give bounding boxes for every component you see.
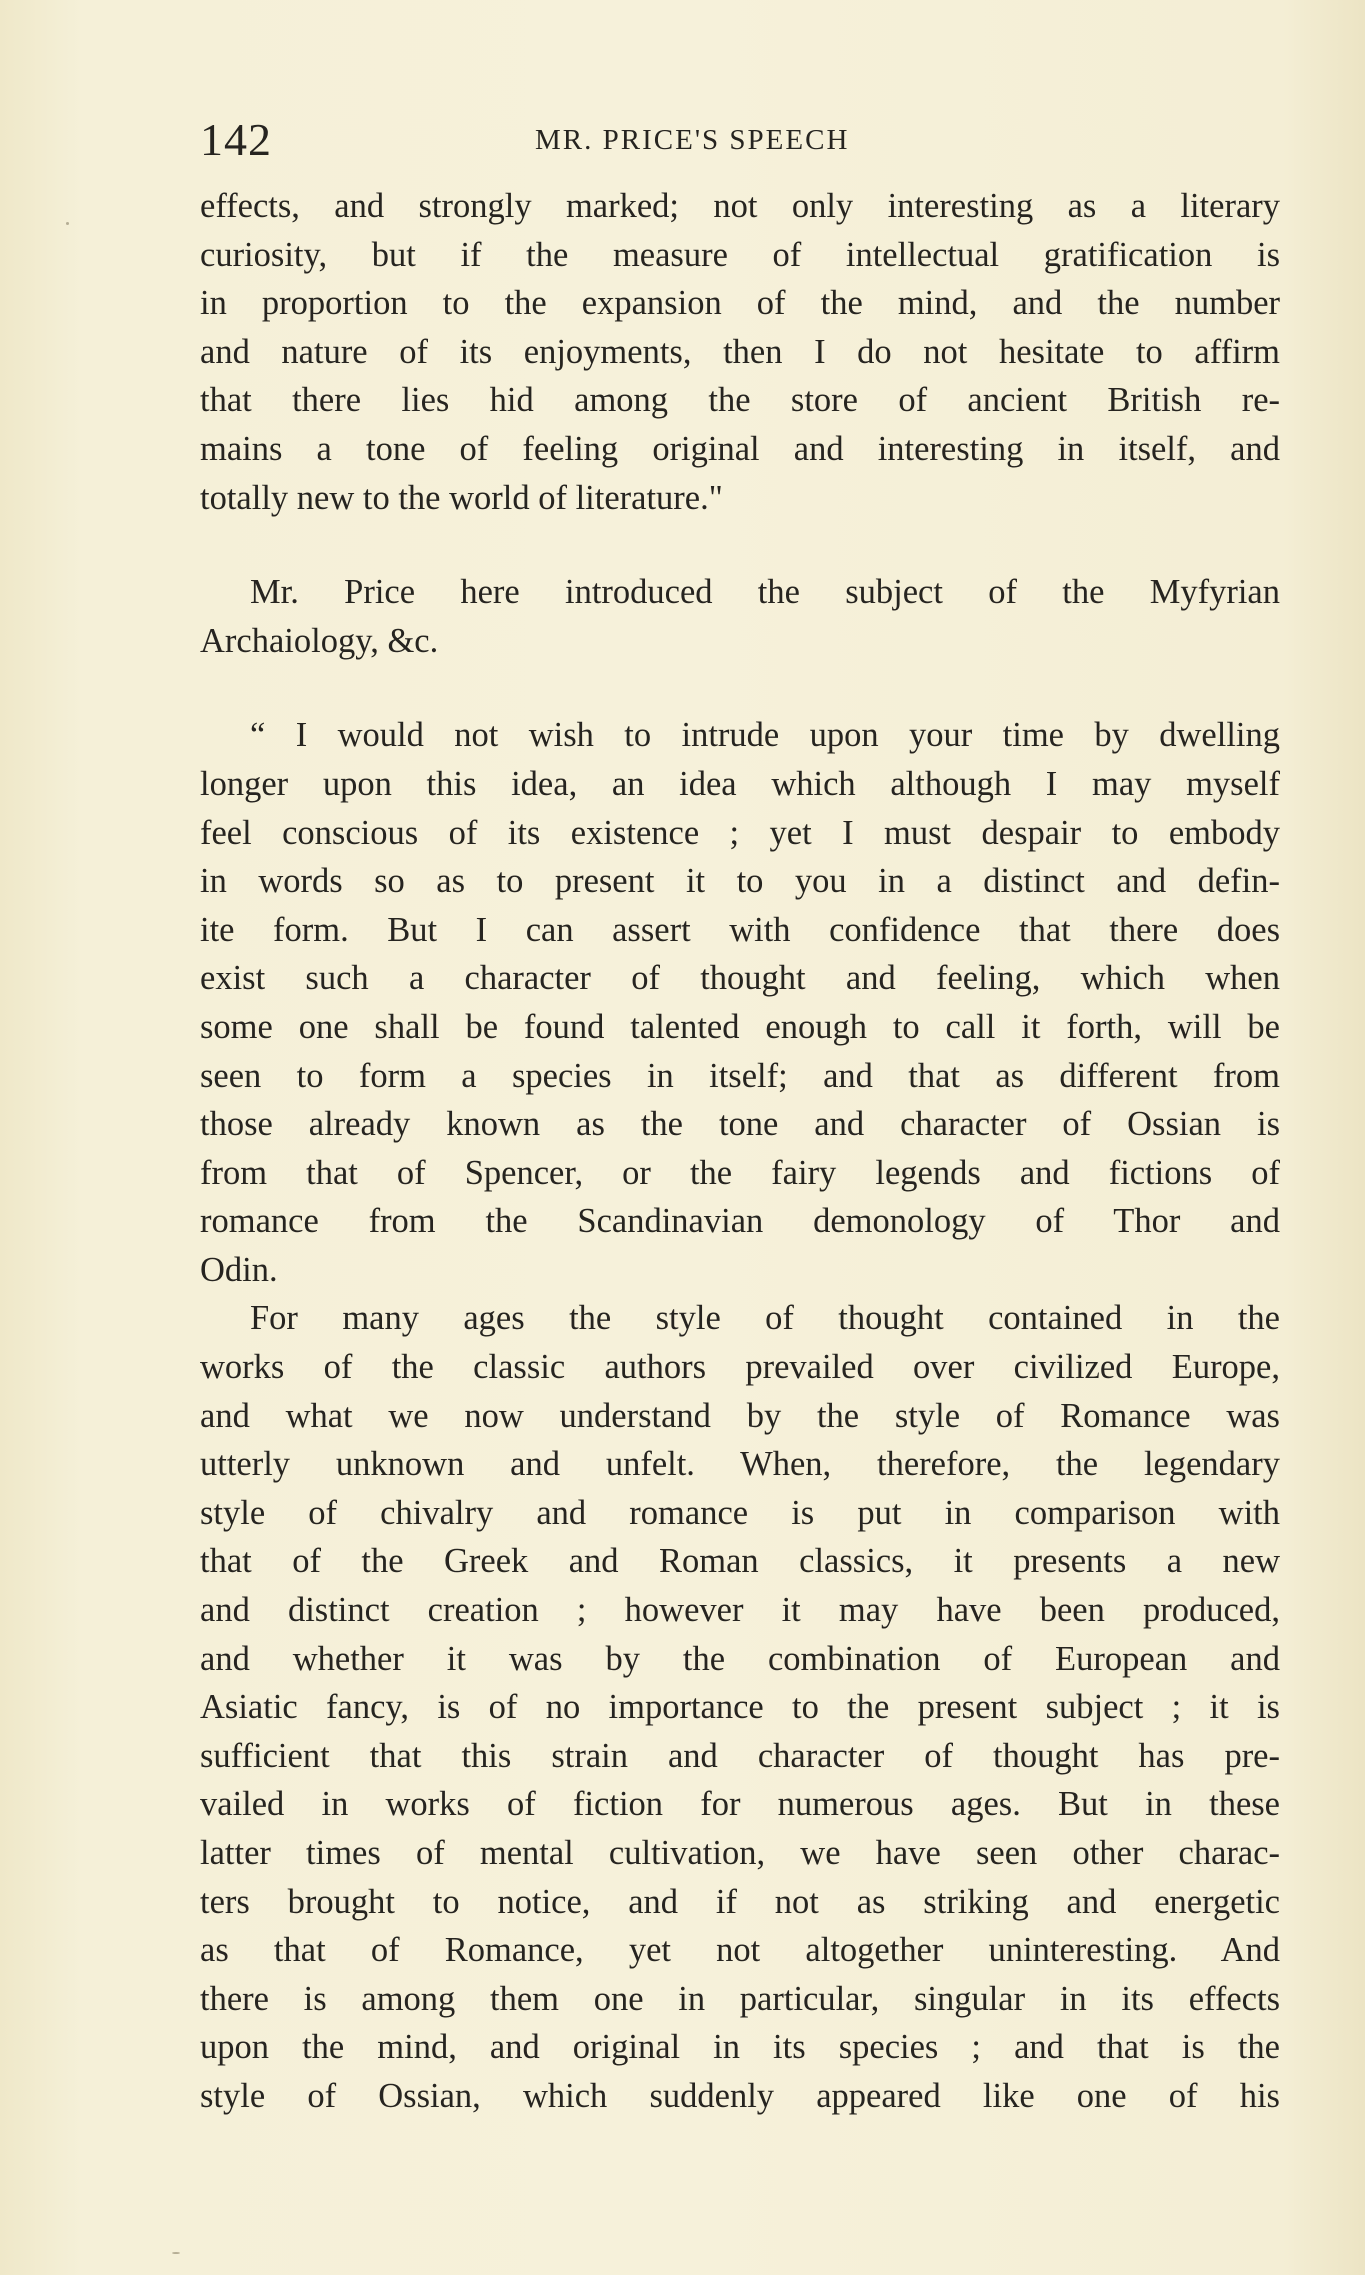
text-line: and whether it was by the combination of European and xyxy=(200,1639,1280,1678)
text-line: style of Ossian, which suddenly appeared like one of his xyxy=(200,2076,1280,2115)
text-line: curiosity, but if the measure of intellectual gratification is xyxy=(200,235,1280,274)
text-line: mains a tone of feeling original and interesting in itself, and xyxy=(200,429,1280,468)
running-head: MR. PRICE'S SPEECH xyxy=(535,124,850,156)
text-line: totally new to the world of literature." xyxy=(200,478,723,517)
paper-speck xyxy=(172,2252,180,2254)
text-line: romance from the Scandinavian demonology of Thor and xyxy=(200,1202,1280,1241)
paragraph xyxy=(200,1294,1280,2120)
text-line: For many ages the style of thought contained in the xyxy=(250,1299,1280,1338)
text-line: as that of Romance, yet not altogether uninteresting. And xyxy=(200,1931,1280,1970)
page-number: 142 xyxy=(200,114,272,165)
text-line: style of chivalry and romance is put in comparison with xyxy=(200,1493,1280,1532)
text-line: those already known as the tone and character of Ossian is xyxy=(200,1105,1280,1144)
text-line: exist such a character of thought and feeling, which when xyxy=(200,959,1280,998)
text-line: Archaiology, &c. xyxy=(200,621,439,660)
paragraph xyxy=(200,182,1280,522)
text-line: latter times of mental cultivation, we have seen other charac- xyxy=(200,1834,1280,1872)
text-line: that of the Greek and Roman classics, it presents a new xyxy=(200,1542,1280,1581)
text-line: some one shall be found talented enough to call it forth, will be xyxy=(200,1007,1280,1046)
paragraph-spacer xyxy=(200,522,1280,568)
body-text xyxy=(200,182,1280,2121)
text-line: sufficient that this strain and character of thought has pre- xyxy=(200,1736,1280,1775)
paragraph-spacer xyxy=(200,665,1280,711)
text-line: effects, and strongly marked; not only interesting as a literary xyxy=(200,187,1280,225)
text-line: ters brought to notice, and if not as striking and energetic xyxy=(200,1882,1280,1921)
text-line: and what we now understand by the style of Romance was xyxy=(200,1396,1280,1435)
text-line: utterly unknown and unfelt. When, therefore, the legendary xyxy=(200,1445,1280,1484)
text-line: ite form. But I can assert with confidence that there does xyxy=(200,910,1280,949)
paragraph xyxy=(200,711,1280,1294)
text-line: seen to form a species in itself; and that as different from xyxy=(200,1056,1280,1095)
text-line: Odin. xyxy=(200,1250,278,1289)
text-line: Mr. Price here introduced the subject of the Myfyrian xyxy=(250,573,1280,612)
text-line: vailed in works of fiction for numerous ages. But in these xyxy=(200,1785,1280,1824)
text-line: and nature of its enjoyments, then I do not hesitate to affirm xyxy=(200,332,1280,371)
page-header xyxy=(200,112,1185,168)
text-line: that there lies hid among the store of ancient British re- xyxy=(200,381,1280,420)
text-line: in words so as to present it to you in a distinct and defin- xyxy=(200,862,1280,901)
text-line: in proportion to the expansion of the mind, and the number xyxy=(200,284,1280,323)
text-line: “ I would not wish to intrude upon your time by dwelling xyxy=(250,716,1280,755)
text-line: feel conscious of its existence ; yet I must despair to embody xyxy=(200,813,1280,852)
paper-speck xyxy=(66,222,69,225)
text-line: longer upon this idea, an idea which although I may myself xyxy=(200,764,1280,803)
text-line: upon the mind, and original in its species ; and that is the xyxy=(200,2028,1280,2067)
paragraph xyxy=(200,568,1280,665)
text-line: works of the classic authors prevailed over civilized Europe, xyxy=(200,1348,1280,1387)
text-line: and distinct creation ; however it may have been produced, xyxy=(200,1591,1280,1630)
text-line: from that of Spencer, or the fairy legends and fictions of xyxy=(200,1153,1280,1192)
text-line: there is among them one in particular, singular in its effects xyxy=(200,1979,1280,2018)
text-line: Asiatic fancy, is of no importance to the present subject ; it is xyxy=(200,1688,1280,1727)
